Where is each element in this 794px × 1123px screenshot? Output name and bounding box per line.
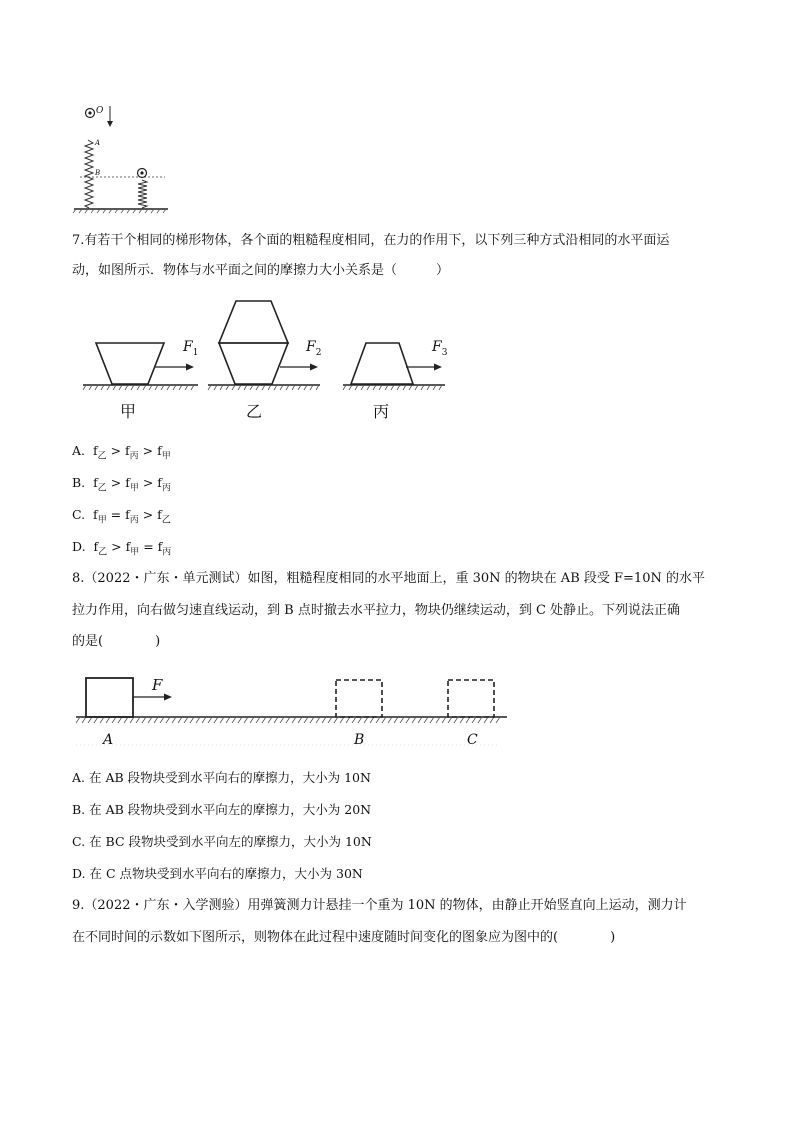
q8-option-a[interactable]: A. 在 AB 段物块受到水平向右的摩擦力，大小为 10N [72, 770, 371, 785]
block-c-dashed [448, 680, 494, 717]
force-f3-label: $F_3$ [432, 339, 448, 358]
q7-option-b[interactable]: B. $f_乙 > f_甲 > f_丙$ [72, 475, 171, 494]
caption-jia: 甲 [120, 402, 137, 421]
q8-text-line2: 拉力作用，向右做匀速直线运动，到 B 点时撤去水平拉力，物块仍继续运动，到 C 处静止。下列说法正确 [72, 603, 681, 618]
q8-point-b: B [354, 732, 365, 748]
force-f2-label: $F_2$ [306, 339, 322, 358]
q8-point-a: A [103, 732, 114, 748]
block-b-dashed [336, 680, 382, 717]
point-b-label: B [95, 169, 101, 177]
q8-option-b[interactable]: B. 在 AB 段物块受到水平向左的摩擦力，大小为 20N [72, 802, 372, 817]
q7-text-line2: 动，如图所示．物体与水平面之间的摩擦力大小关系是（ ） [72, 263, 450, 278]
q8-force-label: F [152, 676, 163, 694]
caption-yi: 乙 [246, 402, 263, 421]
q7-option-d[interactable]: D. $f_乙 > f_甲 = f_丙$ [72, 539, 172, 558]
q7-option-a[interactable]: A. $f_乙 > f_丙 > f_甲$ [72, 443, 171, 462]
q9-text-line2: 在不同时间的示数如下图所示，则物体在此过程中速度随时间变化的图象应为图中的( ) [72, 930, 616, 945]
q8-text-line3: 的是( ) [72, 634, 161, 649]
q7-text-line1: 7.有若干个相同的梯形物体，各个面的粗糙程度相同，在力的作用下，以下列三种方式沿相同的水平面运 [72, 233, 670, 248]
q7-option-c[interactable]: C. $f_甲 = f_丙 > f_乙$ [72, 507, 171, 526]
point-a-label: A [95, 139, 101, 147]
block-a [86, 678, 133, 717]
q8-point-c: C [467, 732, 478, 748]
caption-bing: 丙 [373, 402, 390, 421]
ball-label: O [96, 106, 104, 116]
q9-text-line1: 9.（2022・广东・入学测验）用弹簧测力计悬挂一个重为 10N 的物体，由静止开始竖直向上运动，测力计 [72, 898, 687, 913]
q8-option-d[interactable]: D. 在 C 点物块受到水平向右的摩擦力，大小为 30N [72, 866, 363, 881]
q8-option-c[interactable]: C. 在 BC 段物块受到水平向左的摩擦力，大小为 10N [72, 834, 372, 849]
force-f1-label: $F_1$ [183, 339, 199, 358]
q8-text-line1: 8.（2022・广东・单元测试）如图，粗糙程度相同的水平地面上，重 30N 的物块在 AB 段受 F=10N 的水平 [72, 571, 705, 586]
